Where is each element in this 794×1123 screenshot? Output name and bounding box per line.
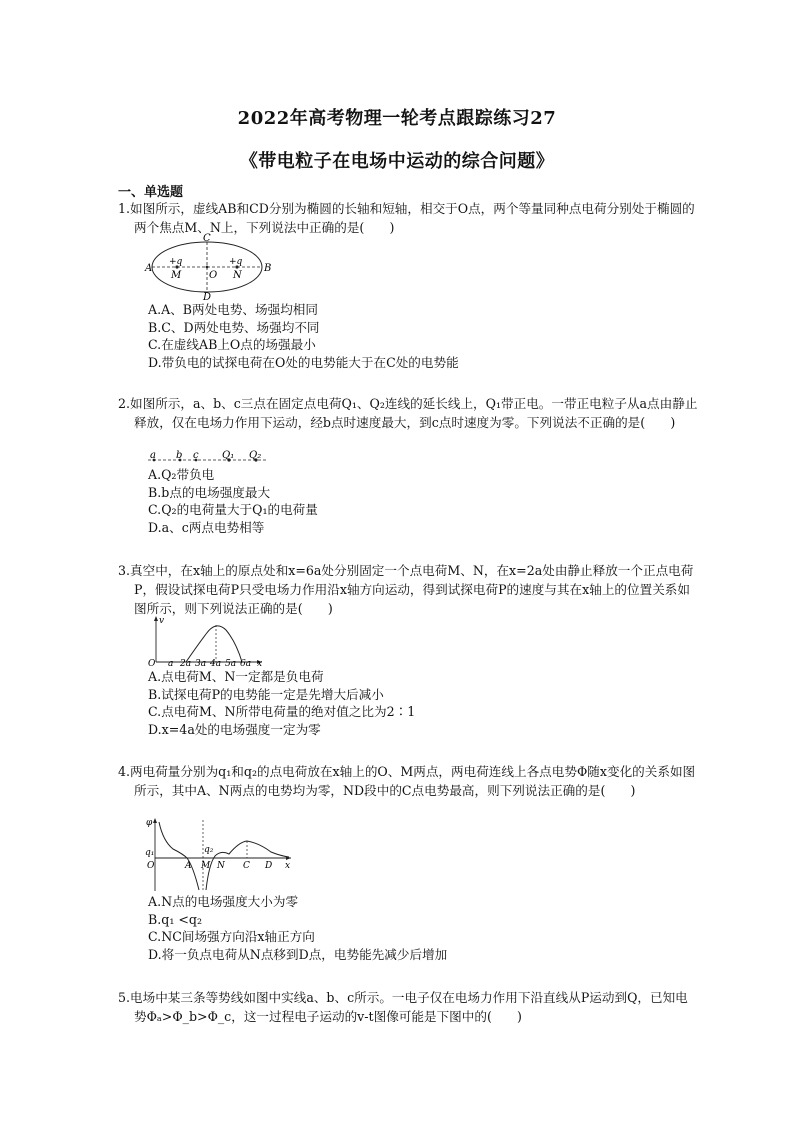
q3-tick-2: 2a [180, 659, 192, 669]
q4-option-c[interactable]: C.NC间场强方向沿x轴正方向 [148, 929, 315, 945]
q1-label-N: N [233, 270, 242, 281]
q4-potential-figure [143, 816, 295, 894]
q2-label-a: a [150, 450, 156, 461]
q3-tick-6: 6a [240, 659, 252, 669]
q2-label-Q1: Q₁ [222, 450, 235, 461]
q1-option-a[interactable]: A.A、B两处电势、场强均相同 [148, 302, 318, 317]
q3-tick-3: 3a [195, 659, 207, 669]
q2-option-d[interactable]: D.a、c两点电势相等 [148, 519, 265, 535]
q4-label-O: O [147, 861, 155, 871]
q1-option-b[interactable]: B.C、D两处电势、场强均不同 [148, 319, 320, 335]
question-4 [118, 762, 698, 800]
document-title: 2022年高考物理一轮考点跟踪练习27 [237, 108, 557, 129]
q1-ellipse-figure [143, 233, 273, 301]
q4-label-N: N [217, 861, 225, 871]
q2-line-figure [146, 448, 271, 466]
q4-label-x: x [285, 861, 291, 871]
q3-option-a[interactable]: A.点电荷M、N一定都是负电荷 [148, 669, 324, 684]
q2-label-c: c [193, 450, 199, 461]
q4-label-M: M [201, 861, 211, 871]
question-2-options [148, 466, 318, 536]
question-4-options [148, 893, 447, 963]
q3-tick-4: 4a [210, 659, 222, 669]
q4-option-d[interactable]: D.将一负点电荷从N点移到D点，电势能先减少后增加 [148, 946, 448, 962]
q3-option-c[interactable]: C.点电荷M、N所带电荷量的绝对值之比为2∶1 [148, 704, 416, 720]
q1-label-A: A [145, 263, 153, 274]
q4-option-b[interactable]: B.q₁ <q₂ [148, 911, 203, 927]
q1-charge-left: +q [169, 257, 183, 267]
q3-tick-5: 5a [225, 659, 237, 669]
q1-option-d[interactable]: D.带负电的试探电荷在O处的电势能大于在C处的电势能 [148, 354, 459, 370]
document-subtitle: 《带电粒子在电场中运动的综合问题》 [239, 151, 555, 172]
q4-label-q2: q₂ [204, 845, 214, 855]
q4-label-phi: φ [146, 818, 153, 828]
question-4-stem: 4.两电荷量分别为q₁和q₂的点电荷放在x轴上的O、M两点，两电荷连线上各点电势Φ随x变化的关系如图所示，其中A、N两点的电势均为零，ND段中的C点电势最高，则下列说法正确的是( ) [118, 764, 696, 798]
q4-option-a[interactable]: A.N点的电场强度大小为零 [148, 894, 299, 909]
question-3 [118, 561, 698, 618]
q1-label-B: B [264, 263, 272, 274]
question-2-stem: 2.如图所示，a、b、c三点在固定点电荷Q₁、Q₂连线的延长线上，Q₁带正电。一带正电粒子从a点由静止释放，仅在电场力作用下运动，经b点时速度最大，到c点时速度为零。下列说法不正确的是( ) [118, 396, 698, 430]
question-3-stem: 3.真空中，在x轴上的原点处和x=6a处分别固定一个点电荷M、N，在x=2a处由静止释放一个正点电荷P，假设试探电荷P只受电场力作用沿x轴方向运动，得到试探电荷P的速度与其在x轴上的位置关系如图所示，则下列说法正确的是( ) [118, 563, 694, 616]
section-heading: 一、单选题 [118, 185, 184, 200]
q1-label-C: C [203, 233, 211, 244]
question-3-options [148, 668, 415, 738]
q3-tick-1: a [168, 659, 174, 669]
question-1-stem: 1.如图所示，虚线AB和CD分别为椭圆的长轴和短轴，相交于O点，两个等量同种点电荷分别处于椭圆的两个焦点M、N上，下列说法中正确的是( ) [118, 201, 695, 235]
question-1-options [148, 301, 459, 371]
q1-label-M: M [171, 270, 182, 281]
q4-label-D: D [265, 861, 273, 871]
q1-option-c[interactable]: C.在虚线AB上O点的场强最小 [148, 337, 316, 353]
q3-option-b[interactable]: B.试探电荷P的电势能一定是先增大后减小 [148, 686, 384, 702]
q3-label-v: v [159, 616, 165, 626]
q2-option-a[interactable]: A.Q₂带负电 [148, 467, 215, 482]
question-2 [118, 394, 698, 432]
question-5-stem: 5.电场中某三条等势线如图中实线a、b、c所示。一电子仅在电场力作用下沿直线从P运动到Q，已知电势Φₐ>Φ_b>Φ_c，这一过程电子运动的v-t图像可能是下图中的( ) [118, 990, 688, 1024]
q2-label-Q2: Q₂ [249, 450, 262, 461]
q4-label-A: A [185, 861, 192, 871]
q1-charge-right: +q [229, 257, 243, 267]
question-5 [118, 988, 698, 1026]
q2-option-b[interactable]: B.b点的电场强度最大 [148, 484, 271, 500]
q3-label-x: x [257, 659, 263, 668]
question-1 [118, 199, 698, 237]
q3-tick-labels [146, 655, 266, 669]
q3-label-O: O [148, 659, 156, 668]
q2-label-b: b [176, 450, 183, 461]
q4-label-C: C [243, 861, 250, 871]
q1-label-D: D [203, 292, 212, 301]
q3-option-d[interactable]: D.x=4a处的电场强度一定为零 [148, 721, 321, 737]
q1-label-O: O [209, 270, 218, 281]
q2-option-c[interactable]: C.Q₂的电荷量大于Q₁的电荷量 [148, 502, 318, 518]
q4-label-q1: q₁ [145, 848, 155, 858]
